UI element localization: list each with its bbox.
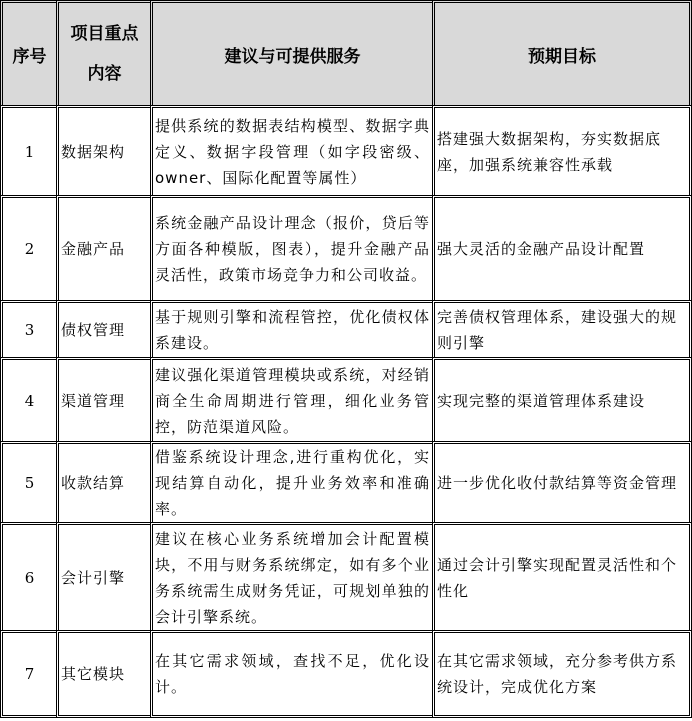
row-advice: 提供系统的数据表结构模型、数据字典定义、数据字段管理（如字段密级、owner、国际化配置等属性） (150, 105, 432, 195)
row-seq: 1 (0, 105, 56, 195)
header-goal: 预期目标 (432, 0, 692, 105)
row-seq: 5 (0, 441, 56, 522)
row-advice: 基于规则引擎和流程管控，优化债权体系建设。 (150, 300, 432, 357)
row-goal: 完善债权管理体系，建设强大的规则引擎 (432, 300, 692, 357)
row-goal: 进一步优化收付款结算等资金管理 (432, 441, 692, 522)
row-seq: 3 (0, 300, 56, 357)
row-item: 金融产品 (56, 195, 150, 300)
table-row (0, 300, 692, 357)
header-seq: 序号 (0, 0, 56, 105)
row-advice: 在其它需求领域，查找不足，优化设计。 (150, 630, 432, 718)
row-seq: 2 (0, 195, 56, 300)
row-goal: 强大灵活的金融产品设计配置 (432, 195, 692, 300)
row-advice: 建议在核心业务系统增加会计配置模块，不用与财务系统绑定，如有多个业务系统需生成财务凭证，可规划单独的会计引擎系统。 (150, 522, 432, 630)
row-advice: 借鉴系统设计理念,进行重构优化，实现结算自动化，提升业务效率和准确率。 (150, 441, 432, 522)
row-goal: 实现完整的渠道管理体系建设 (432, 357, 692, 441)
table-row (0, 105, 692, 195)
row-advice: 系统金融产品设计理念（报价，贷后等方面各种模版，图表），提升金融产品灵活性，政策市场竞争力和公司收益。 (150, 195, 432, 300)
table-row (0, 522, 692, 630)
table-row (0, 441, 692, 522)
row-item: 渠道管理 (56, 357, 150, 441)
table-row (0, 630, 692, 718)
row-seq: 4 (0, 357, 56, 441)
header-item-line2: 内容 (87, 64, 122, 84)
header-item (56, 0, 150, 105)
table-row (0, 195, 692, 300)
row-goal: 在其它需求领域，充分参考供方系统设计，完成优化方案 (432, 630, 692, 718)
header-advice: 建议与可提供服务 (150, 0, 432, 105)
row-item: 债权管理 (56, 300, 150, 357)
row-goal: 搭建强大数据架构，夯实数据底座，加强系统兼容性承载 (432, 105, 692, 195)
row-goal: 通过会计引擎实现配置灵活性和个性化 (432, 522, 692, 630)
header-row (0, 0, 692, 105)
row-item: 其它模块 (56, 630, 150, 718)
header-item-line1: 项目重点 (70, 24, 139, 44)
table-row (0, 357, 692, 441)
row-item: 数据架构 (56, 105, 150, 195)
row-seq: 6 (0, 522, 56, 630)
row-seq: 7 (0, 630, 56, 718)
row-item: 收款结算 (56, 441, 150, 522)
row-advice: 建议强化渠道管理模块或系统，对经销商全生命周期进行管理，细化业务管控，防范渠道风险。 (150, 357, 432, 441)
row-item: 会计引擎 (56, 522, 150, 630)
